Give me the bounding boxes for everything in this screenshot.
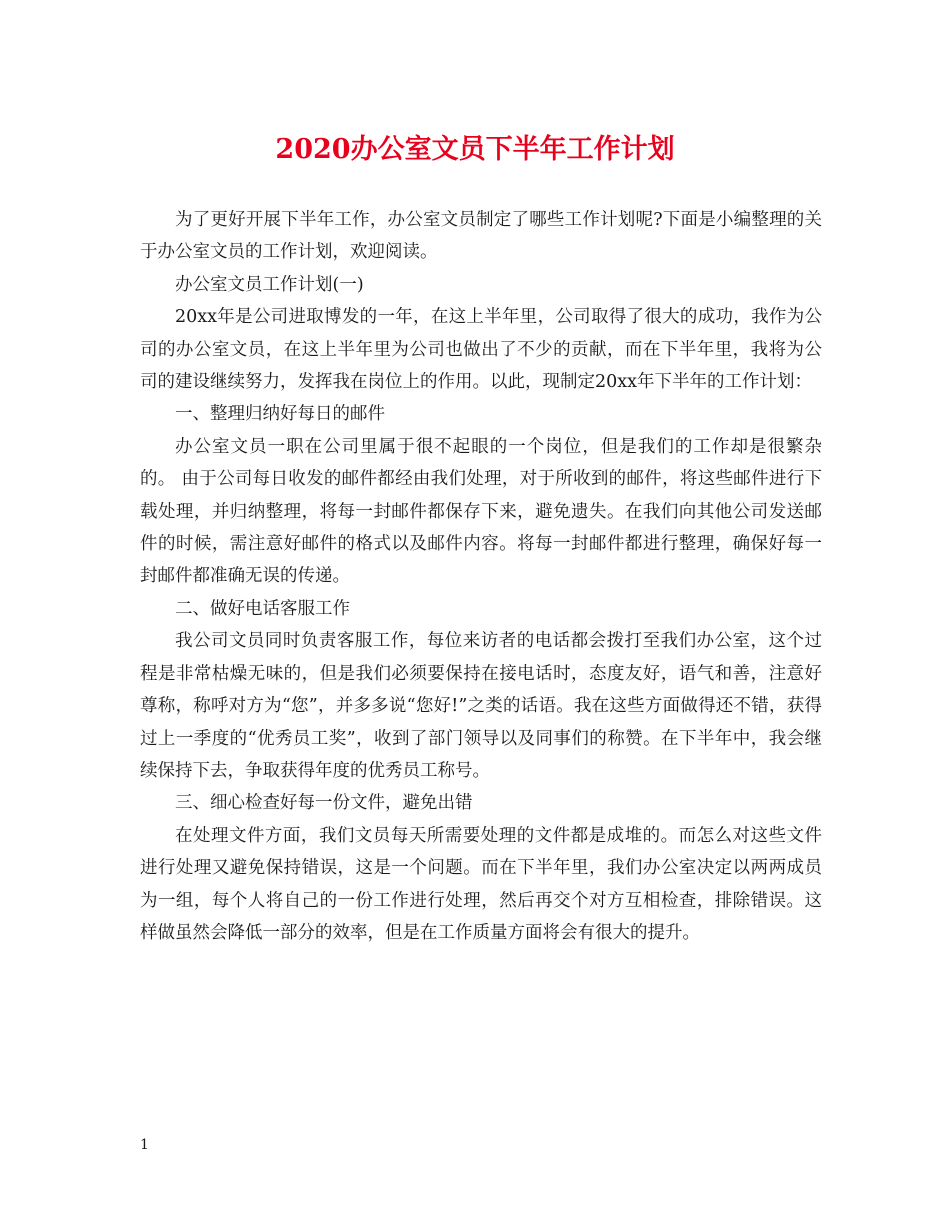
section-heading-plan-one: 办公室文员工作计划(一) <box>175 274 364 295</box>
document-title: 2020办公室文员下半年工作计划 <box>275 134 675 165</box>
document-body <box>140 204 822 949</box>
section-heading-files: 三、细心检查好每一份文件，避免出错 <box>175 793 473 814</box>
mail-paragraph: 办公室文员一职在公司里属于很不起眼的一个岗位，但是我们的工作却是很繁杂的。 由于公司每日收发的邮件都经由我们处理，对于所收到的邮件，将这些邮件进行下载处理，并归纳整理，将每一封邮件都保存下来，避免遗失。在我们向其他公司发送邮件的时候，需注意好邮件的格式以及邮件内容。将每一封邮件都进行整理，确保好每一封邮件都准确无误的传递。 <box>140 436 822 587</box>
intro-paragraph: 为了更好开展下半年工作，办公室文员制定了哪些工作计划呢?下面是小编整理的关于办公室文员的工作计划，欢迎阅读。 <box>140 210 822 263</box>
phone-paragraph: 我公司文员同时负责客服工作，每位来访者的电话都会拨打至我们办公室，这个过程是非常枯燥无味的，但是我们必须要保持在接电话时，态度友好，语气和善，注意好尊称，称呼对方为“您”，并多多说“您好!”之类的话语。我在这些方面做得还不错，获得过上一季度的“优秀员工奖”，收到了部门领导以及同事们的称赞。在下半年中，我会继续保持下去，争取获得年度的优秀员工称号。 <box>140 631 822 781</box>
section-heading-phone: 二、做好电话客服工作 <box>175 598 350 619</box>
overview-paragraph: 20xx年是公司进取博发的一年，在这上半年里，公司取得了很大的成功，我作为公司的办公室文员，在这上半年里为公司也做出了不少的贡献，而在下半年里，我将为公司的建设继续努力，发挥我在岗位上的作用。以此，现制定20xx年下半年的工作计划： <box>140 307 822 393</box>
files-paragraph: 在处理文件方面，我们文员每天所需要处理的文件都是成堆的。而怎么对这些文件进行处理又避免保持错误，这是一个问题。而在下半年里，我们办公室决定以两两成员为一组，每个人将自己的一份工作进行处理，然后再交个对方互相检查，排除错误。这样做虽然会降低一部分的效率，但是在工作质量方面将会有很大的提升。 <box>140 825 822 943</box>
section-heading-mail: 一、整理归纳好每日的邮件 <box>175 404 385 425</box>
page-number: 1 <box>140 1137 149 1153</box>
